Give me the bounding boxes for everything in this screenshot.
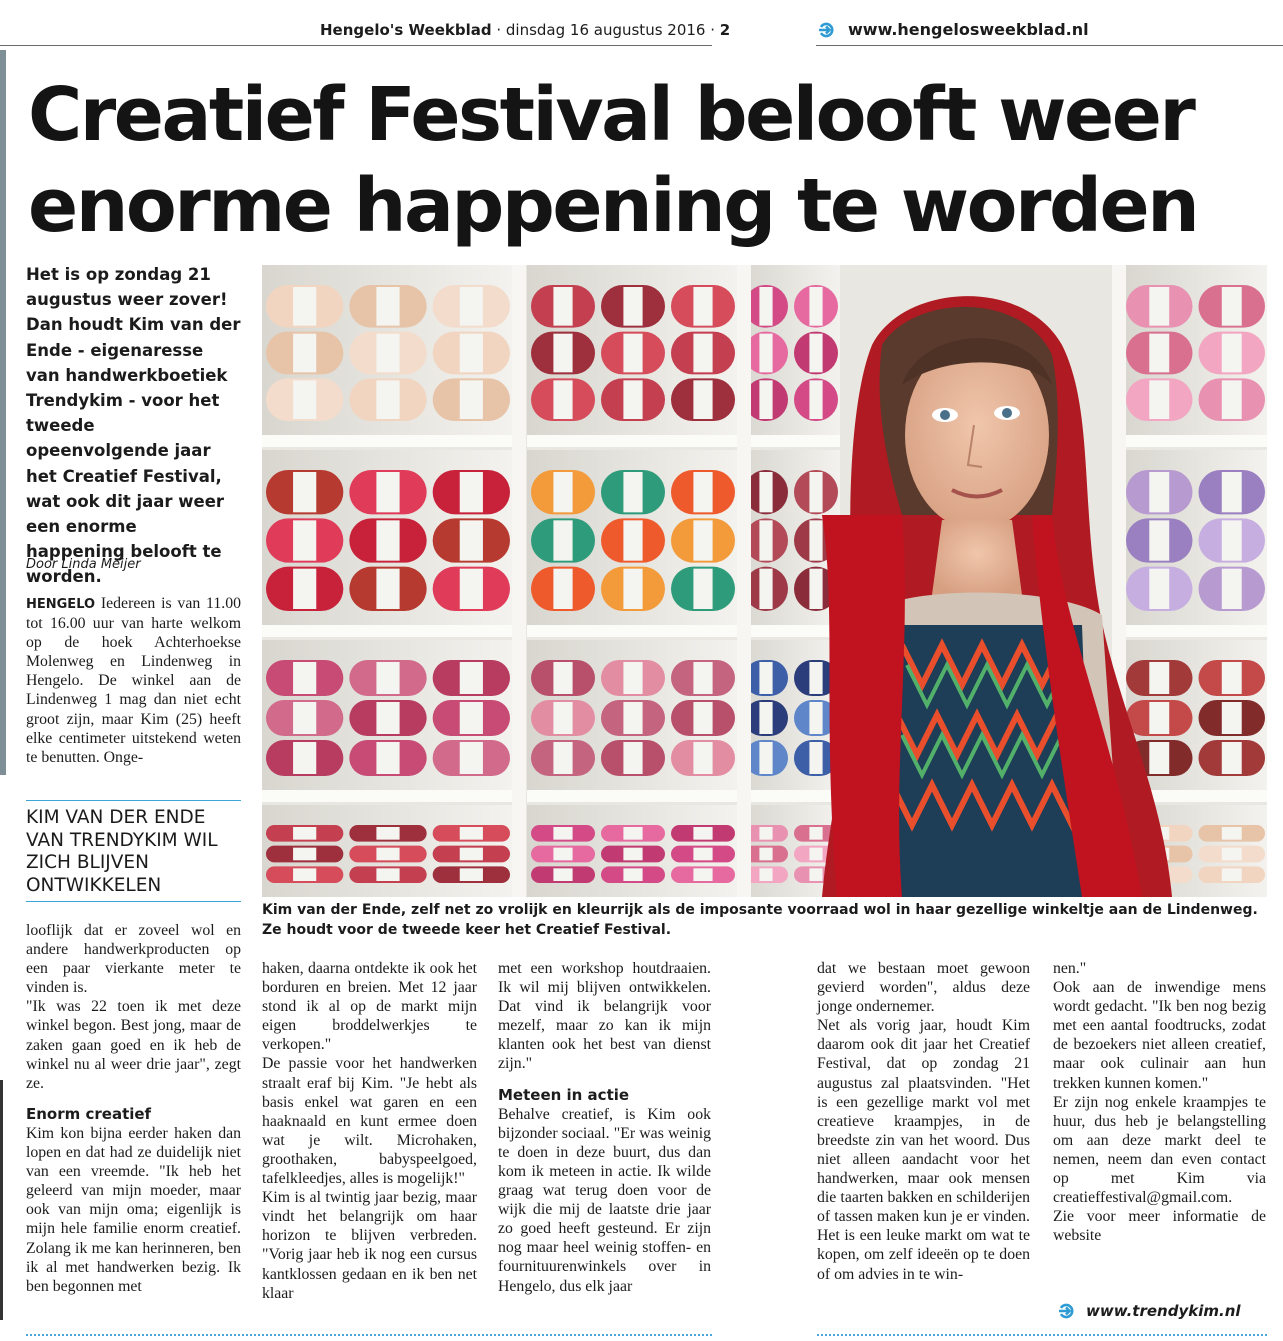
pull-quote: KIM VAN DER ENDE VAN TRENDYKIM WIL ZICH BLIJVEN ONTWIKKELEN xyxy=(26,800,241,902)
paragraph: Ook aan de inwendige mens wordt gedacht. "Ik ben nog bezig met een aantal foodtrucks, zodat de bezoekers niet alleen creatief, maar ook culinair aan hun trekken kunnen komen." xyxy=(1053,979,1266,1092)
article-column-1 xyxy=(26,921,241,1296)
bottom-dotted-rule xyxy=(817,1334,1267,1336)
article-column-2 xyxy=(262,959,477,1303)
paragraph: looflijk dat er zoveel wol en andere handwerkproducten op een paar vierkante meter te vinden is. xyxy=(26,922,241,997)
dateline: HENGELO xyxy=(26,597,96,612)
arrow-right-icon xyxy=(1058,1303,1078,1319)
paragraph: "Ik was 22 toen ik met deze winkel begon. Best jong, maar de zaken gaan goed en ik heb de winkel nu al weer drie jaar", zegt ze. xyxy=(26,998,241,1092)
publication-header xyxy=(320,21,730,39)
header-rule xyxy=(0,45,712,46)
website-link[interactable] xyxy=(818,20,1089,39)
paragraph: haken, daarna ontdekte ik ook het borduren en breien. Met 12 jaar stond ik al op de markt mijn eigen broddelwerkjes te verkopen." xyxy=(262,960,477,1054)
publication-date: · dinsdag 16 augustus 2016 · xyxy=(496,21,715,39)
header-rule-right xyxy=(816,45,1283,46)
subheading: Meteen in actie xyxy=(498,1085,630,1104)
article-title-line: enorme happening te worden xyxy=(28,163,1198,249)
lead-paragraph xyxy=(26,594,241,767)
article-title-line: Creatief Festival belooft weer xyxy=(28,72,1194,158)
lead-text: Iedereen is van 11.00 tot 16.00 uur van harte welkom op de hoek Achterhoekse Molenweg en Lindenweg in Hengelo. De winkel aan de Lindenweg 1 mag dan niet echt groot zijn, maar Kim (25) heeft elke centimeter uitstekend weten te benutten. Onge- xyxy=(26,595,242,766)
page-edge-rule xyxy=(0,1080,3,1320)
page-number: 2 xyxy=(719,21,731,39)
bottom-dotted-rule xyxy=(26,1334,712,1336)
photo-caption: Kim van der Ende, zelf net zo vrolijk en kleurrijk als de imposante voorraad wol in haar gezellige winkeltje aan de Lindenweg. Ze houdt voor de tweede keer het Creatief Festival. xyxy=(262,902,1258,938)
article-intro: Het is op zondag 21 augustus weer zover! Dan houdt Kim van der Ende - eigenaresse van handwerkboetiek Trendykim - voor het tweede opeenvolgende jaar het Creatief Festival, wat ook dit jaar weer een enorme happening belooft te worden. xyxy=(26,265,241,587)
publication-name: Hengelo's Weekblad xyxy=(320,21,492,39)
paragraph: Er zijn nog enkele kraampjes te huur, dus heb je belangstelling om aan deze markt deel te nemen, neem dan even contact op met Kim via creatieffestival@gmail.com. xyxy=(1053,1093,1266,1207)
article-photo xyxy=(262,265,1267,897)
byline: Door Linda Meijer xyxy=(26,557,141,572)
website-url: www.hengelosweekblad.nl xyxy=(848,20,1089,39)
paragraph: nen." xyxy=(1053,960,1087,977)
paragraph: Kim kon bijna eerder haken dan lopen en dat had ze duidelijk niet van een vreemde. "Ik heb het geleerd van mijn moeder, maar ook van mijn oma; eigenlijk is mijn hele familie enorm creatief. Zolang ik me kan herinneren, ben ik al met handwerken bezig. Ik ben begonnen met xyxy=(26,1124,241,1295)
article-column-5 xyxy=(1053,959,1266,1245)
article-column-3 xyxy=(498,959,711,1296)
article-title xyxy=(28,70,1278,252)
paragraph: Kim is al twintig jaar bezig, maar vindt het belangrijk om haar horizon te blijven verbreden. "Vorig jaar heb ik nog een cursus kantklossen gedaan en ik ben net klaar xyxy=(262,1189,477,1302)
subheading: Enorm creatief xyxy=(26,1104,152,1123)
paragraph: met een workshop houtdraaien. Ik wil mij blijven ontwikkelen. Dat vind ik belangrijk voor mezelf, maar zo kan ik mijn klanten ook het best van dienst zijn." xyxy=(498,960,711,1073)
paragraph: Zie voor meer informatie de website xyxy=(1053,1208,1266,1245)
trendykim-url: www.trendykim.nl xyxy=(1086,1302,1241,1320)
paragraph: dat we bestaan moet gewoon gevierd worden", aldus deze jonge ondernemer. xyxy=(817,960,1030,1016)
paragraph: De passie voor het handwerken straalt eraf bij Kim. "Je hebt als basis enkel wat garen en een haaknaald en kunt ermee doen wat je wilt. Microhaken, groothaken, babyspeelgoed, tafelkleedjes, alles is mogelijk!" xyxy=(262,1055,477,1188)
page-edge-strip xyxy=(0,50,6,775)
article-column-4 xyxy=(817,959,1030,1284)
arrow-right-icon xyxy=(818,22,838,38)
paragraph: Behalve creatief, is Kim ook bijzonder sociaal. "Er was weinig te doen in deze buurt, dus dan kom ik meteen in actie. Ik wilde graag wat terug doen voor de wijk die mij de laatste drie jaar zo goed heeft gesteund. Er zijn nog maar heel weinig stoffen- en fournituurenwinkels over in Hengelo, dus elk jaar xyxy=(498,1105,711,1295)
yarn-shop-photo xyxy=(262,265,1267,897)
paragraph: Net als vorig jaar, houdt Kim daarom ook dit jaar het Creatief Festival, dat op zondag 21 augustus zal plaatsvinden. "Het is een gezellige markt vol met creatieve kraampjes, in de breedste zin van het woord. Dus niet alleen aandacht voor het handwerken, maar ook mensen die taarten bakken en schilderijen of tassen maken kun je er vinden. Het is een leuke markt om wat te kopen, om zelf ideeën op te doen of om advies in te win- xyxy=(817,1017,1030,1283)
trendykim-link[interactable] xyxy=(1058,1302,1241,1320)
